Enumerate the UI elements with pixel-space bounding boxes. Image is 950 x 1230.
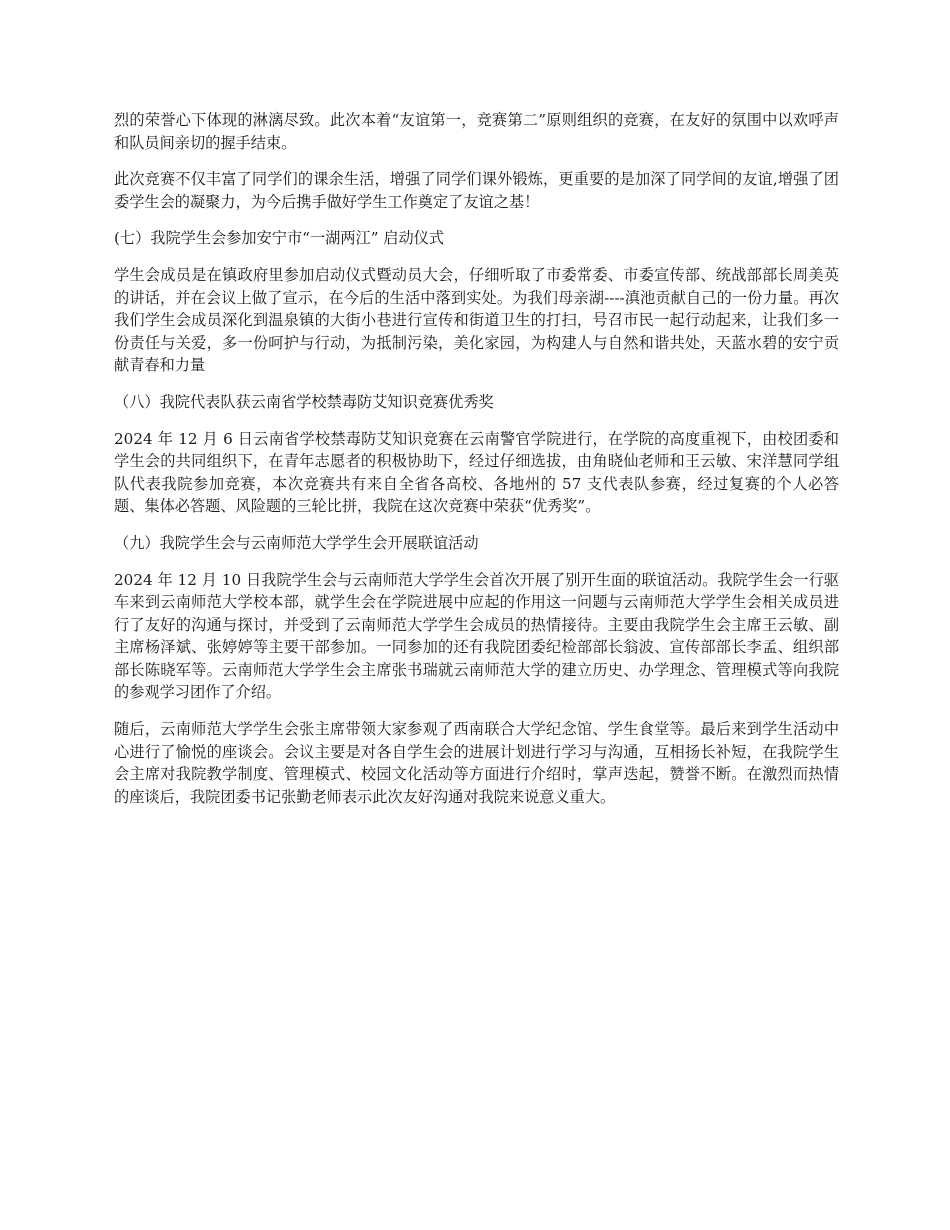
paragraph-friendly-match-conclusion: 烈的荣誉心下体现的淋漓尽致。此次本着“友谊第一，竞赛第二”原则组织的竞赛，在友好的氛围中以欢呼声和队员间亲切的握手结束。 (114, 111, 839, 152)
paragraph-competition-significance: 此次竞赛不仅丰富了同学们的课余生活，增强了同学们课外锻炼，更重要的是加深了同学间的友谊,增强了团委学生会的凝聚力，为今后携手做好学生工作奠定了友谊之基！ (114, 170, 839, 211)
section-heading-7: (七）我院学生会参加安宁市“一湖两江” 启动仪式 (114, 229, 445, 248)
paragraph-quiz-award: 2024 年 12 月 6 日云南省学校禁毒防艾知识竞赛在云南警官学院进行，在学院的高度重视下，由校团委和学生会的共同组织下，在青年志愿者的积极协助下，经过仔细选拔，由角晓仙老师和王云敏、宋洋慧同学组队代表我院参加竞赛，本次竞赛共有来自全省各高校、各地州的 57 支代表队参赛，经过复赛的个人必答题、集体必答题、风险题的三轮比拼，我院在这次竞赛中荣获“优秀奖”。 (114, 429, 839, 516)
document-body (114, 109, 839, 822)
paragraph-launch-ceremony: 学生会成员是在镇政府里参加启动仪式暨动员大会，仔细听取了市委常委、市委宣传部、统战部部长周美英的讲话，并在会议上做了宣示，在今后的生活中落到实处。为我们母亲湖----滇池贡献自己的一份力量。再次我们学生会成员深化到温泉镇的大街小巷进行宣传和街道卫生的打扫，号召市民一起行动起来，让我们多一份责任与关爱，多一份呵护与行动，为抵制污染，美化家园，为构建人与自然和谐共处，天蓝水碧的安宁贡献青春和力量 (114, 265, 839, 375)
section-heading-9: （九）我院学生会与云南师范大学学生会开展联谊活动 (114, 533, 479, 552)
section-heading-8: （八）我院代表队获云南省学校禁毒防艾知识竞赛优秀奖 (114, 392, 494, 411)
paragraph-exchange-visit: 2024 年 12 月 10 日我院学生会与云南师范大学学生会首次开展了别开生面的联谊活动。我院学生会一行驱车来到云南师范大学校本部，就学生会在学院进展中应起的作用这一问题与云南师范大学学生会相关成员进行了友好的沟通与探讨，并受到了云南师范大学学生会成员的热情接待。主要由我院学生会主席王云敏、副主席杨泽斌、张婷婷等主要干部参加。一同参加的还有我院团委纪检部部长翁波、宣传部部长李孟、组织部部长陈晓军等。云南师范大学学生会主席张书瑞就云南师范大学的建立历史、办学理念、管理模式等向我院的参观学习团作了介绍。 (114, 570, 839, 702)
paragraph-symposium: 随后，云南师范大学学生会张主席带领大家参观了西南联合大学纪念馆、学生食堂等。最后来到学生活动中心进行了愉悦的座谈会。会议主要是对各自学生会的进展计划进行学习与沟通，互相扬长补短，在我院学生会主席对我院教学制度、管理模式、校园文化活动等方面进行介绍时，掌声迭起，赞誉不断。在激烈而热情的座谈后，我院团委书记张勤老师表示此次友好沟通对我院来说意义重大。 (114, 720, 839, 806)
